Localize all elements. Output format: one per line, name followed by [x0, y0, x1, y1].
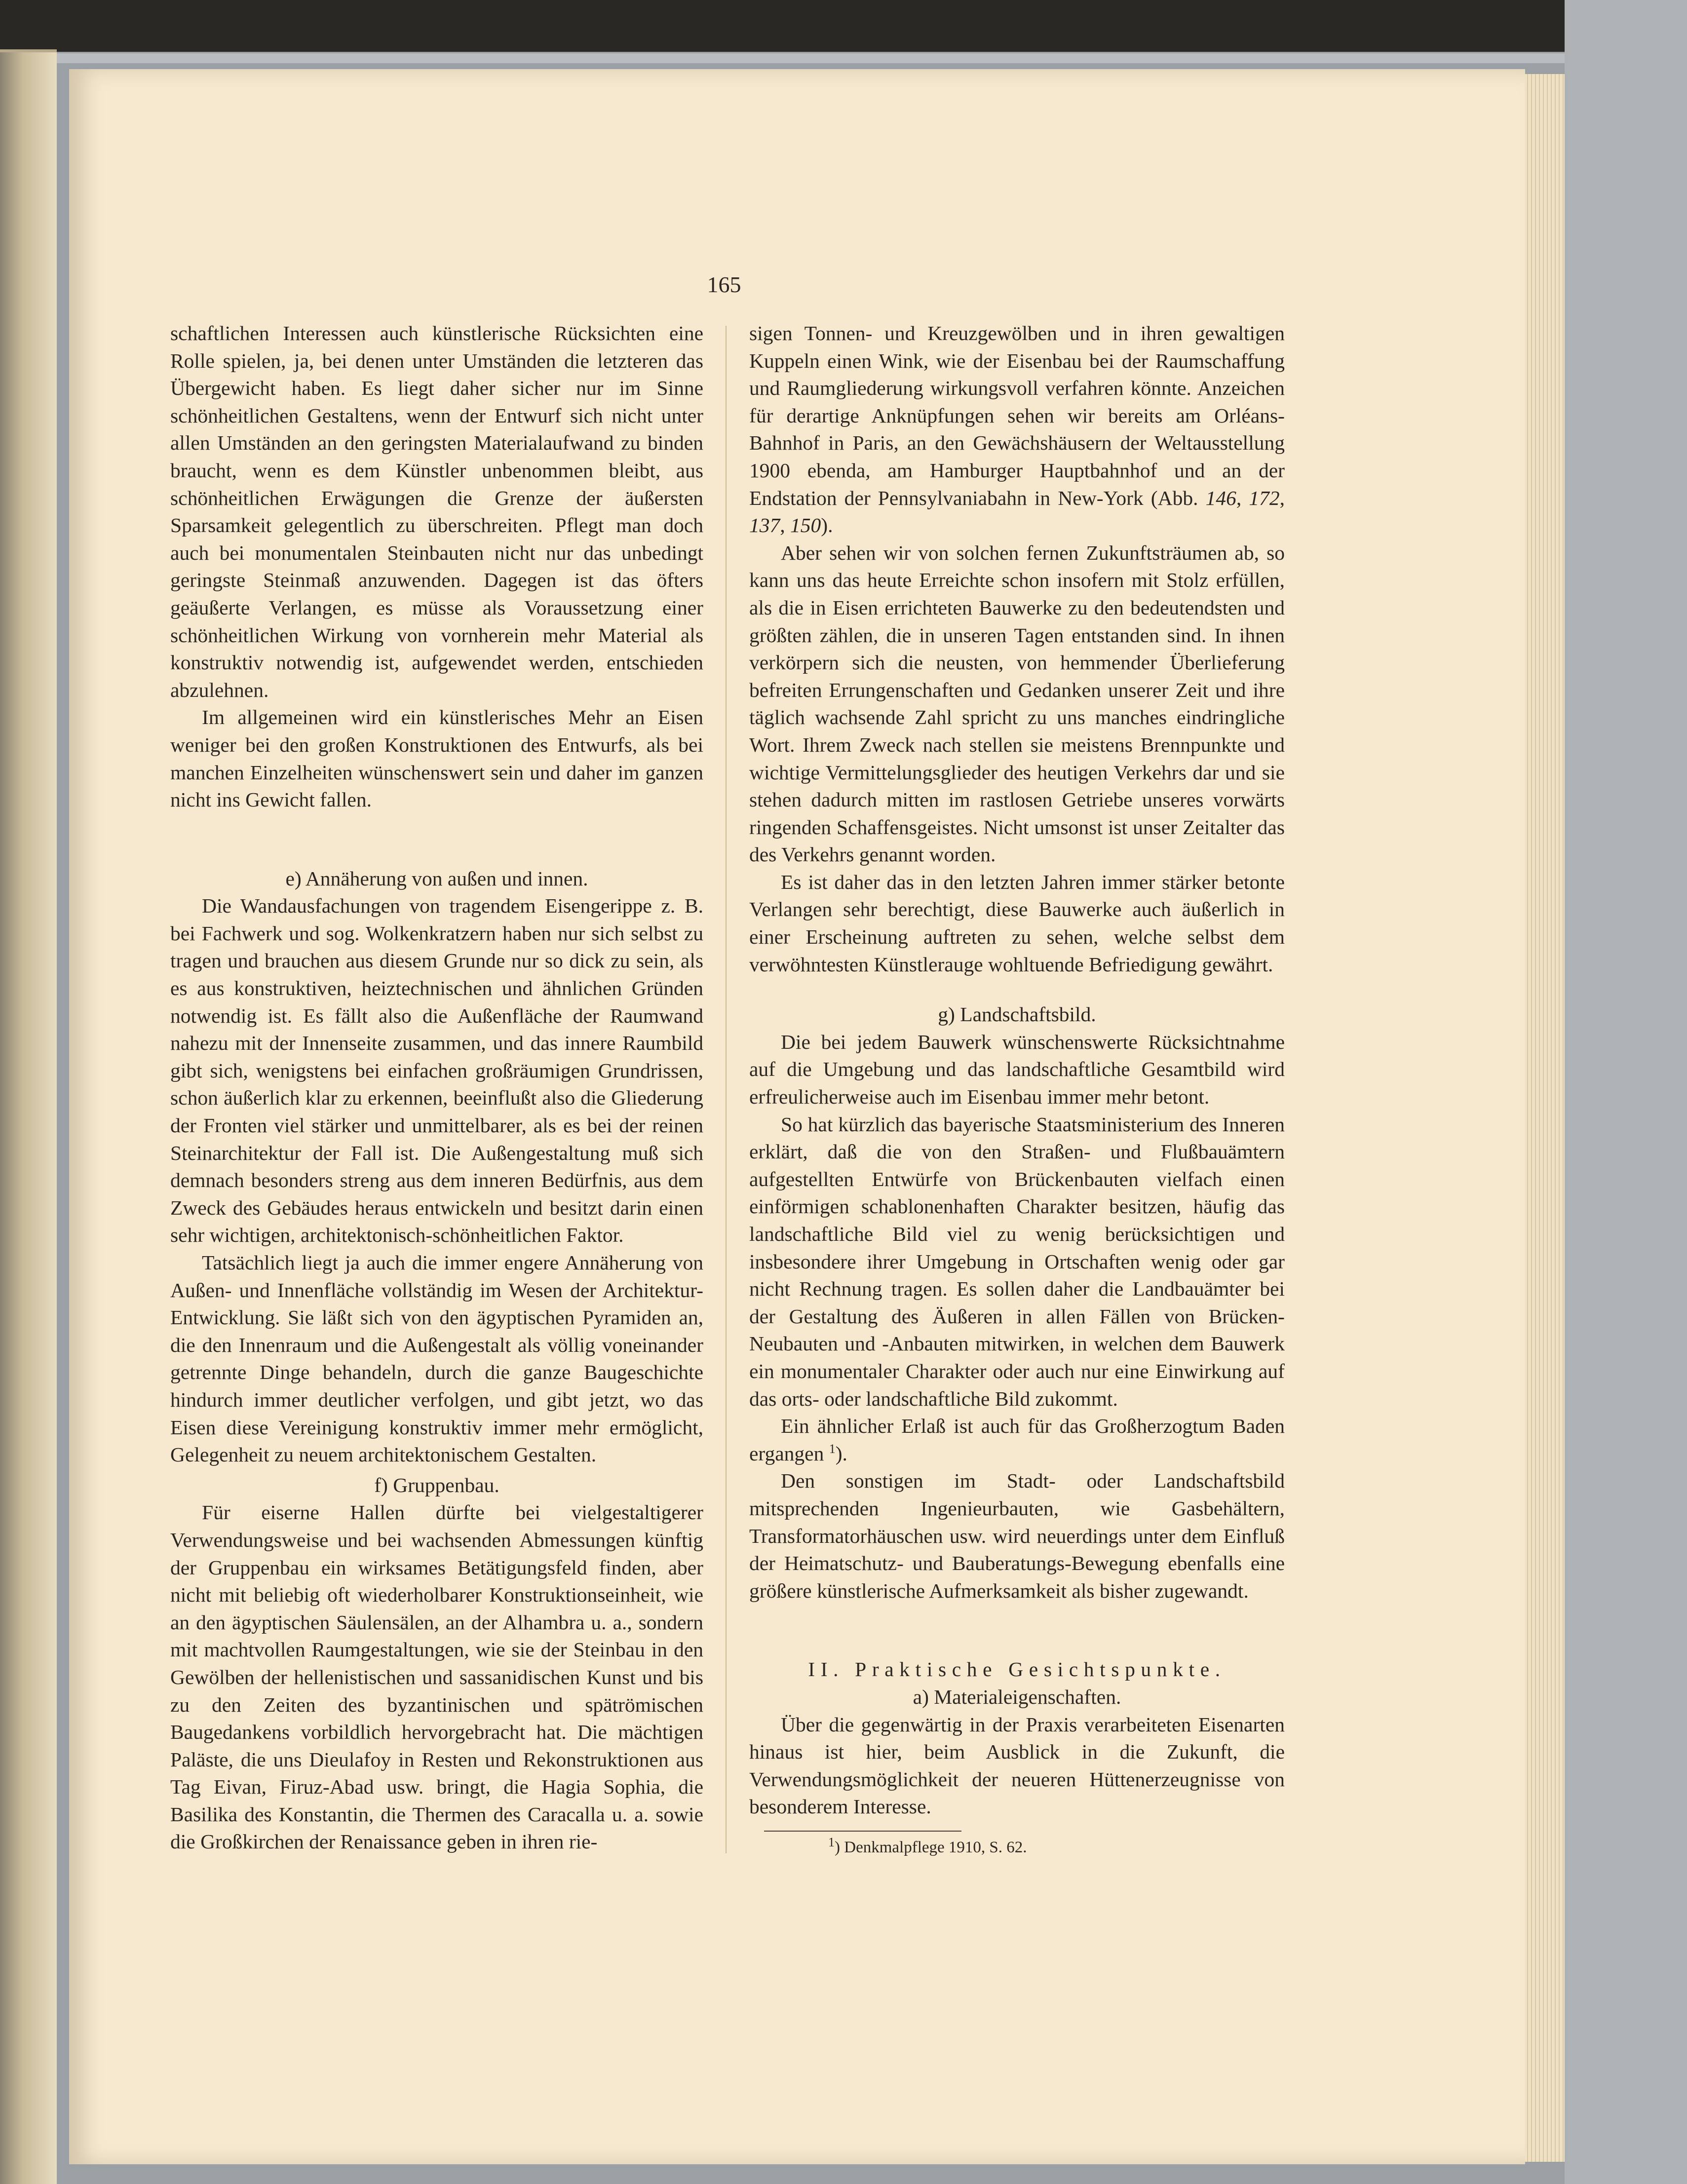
right-column [749, 320, 1285, 1858]
paragraph: Die Wandausfachungen von tragendem Eisengerippe z. B. bei Fachwerk und sog. Wolkenkratzern haben nur sich selbst zu tragen und brauchen aus diesem Grunde nur so dick zu sein, als es aus konstruktiven, heiztechnischen und ähnlichen Gründen notwendig ist. Es fällt also die Außenfläche der Raumwand nahezu mit der Innenseite zusammen, und das innere Raumbild gibt sich, wenigstens bei einfachen großräumigen Grundrissen, schon äußerlich klar zu erkennen, beeinflußt also die Gliederung der Fronten viel stärker und unmittelbarer, als es bei der reinen Steinarchitektur der Fall ist. Die Außengestaltung muß sich demnach besonders streng aus dem inneren Bedürfnis, aus dem Zweck des Gebäudes heraus entwickeln und besitzt darin einen sehr wichtigen, architektonisch-schönheitlichen Faktor. [170, 894, 703, 1247]
paragraph: Tatsächlich liegt ja auch die immer engere Annäherung von Außen- und Innenfläche vollständig im Wesen der Architektur-Entwicklung. Sie läßt sich von den ägyptischen Pyramiden an, die den Innenraum und die Außengestalt als völlig voneinander getrennte Dinge behandeln, durch die ganze Baugeschichte hindurch immer deutlicher verfolgen, und gibt jetzt, wo das Eisen diese Vereinigung konstruktiv immer mehr ermöglicht, Gelegenheit zu neuem architektonischem Gestalten. [170, 1251, 703, 1466]
section-heading-a: a) Materialeigenschaften. [913, 1685, 1121, 1708]
paragraph: sigen Tonnen- und Kreuzgewölben und in ihren gewaltigen Kuppeln einen Wink, wie der Eisenbau bei der Raumschaffung und Raumgliederung wirkungsvoll verfahren könnte. Anzeichen für derartige Anknüpfungen sehen wir bereits am Orléans-Bahnhof in Paris, an den Gewächshäusern der Weltausstellung 1900 ebenda, am Hamburger Hauptbahnhof und an der Endstation der Pennsylvaniabahn in New-York (Abb. 146, 172, 137, 150). [749, 322, 1285, 537]
paragraph: So hat kürzlich das bayerische Staatsministerium des Inneren erklärt, daß die von den Straßen- und Flußbauämtern aufgestellten Entwürfe von Brückenbauten vielfach einen einförmigen schablonenhaften Charakter besitzen, häufig das landschaftliche Bild viel zu wenig berücksichtigen und insbesondere ihrer Umgebung in Ortschaften wenig oder gar nicht Rechnung tragen. Es sollen daher die Landbauämter bei der Gestaltung des Äußeren in allen Fällen von Brücken-Neubauten und -Anbauten mitwirken, in welchen dem Bauwerk ein monumentaler Charakter oder auch nur eine Einwirkung auf das orts- oder landschaftliche Bild zukommt. [749, 1112, 1285, 1410]
section-heading-f: f) Gruppenbau. [374, 1473, 499, 1496]
page-edges [1520, 74, 1565, 2162]
figure-ref: 146 [1205, 486, 1236, 509]
figure-ref: 172 [1249, 486, 1280, 509]
paragraph: Für eiserne Hallen dürfte bei vielgestaltigerer Verwendungsweise und bei wachsenden Abmessungen künftig der Gruppenbau ein wirksames Betätigungsfeld finden, aber nicht mit beliebig oft wiederholbarer Konstruktionseinheit, wie an den ägyptischen Säulensälen, an der Alhambra u. a., sondern mit machtvollen Raumgestaltungen, wie sie der Steinbau in den Gewölben der hellenistischen und sassanidischen Kunst und bis zu den Zeiten des byzantinischen und spätrömischen Baugedankens vorbildlich hervorgebracht hat. Die mächtigen Paläste, die uns Dieulafoy in Resten und Rekonstruktionen aus Tag Eivan, Firuz-Abad usw. bringt, die Hagia Sophia, die Basilika des Konstantin, die Thermen des Caracalla u. a. sowie die Großkirchen der Renaissance geben in ihren rie- [170, 1501, 703, 1853]
previous-page-edge [0, 49, 57, 2184]
footnote: $^1$) Denkmalpflege 1910, S. 62. [828, 1835, 1027, 1856]
footnote-marker: 1 [829, 1441, 836, 1456]
chapter-heading: II. Praktische Gesichtspunkte. [808, 1658, 1226, 1681]
paragraph: schaftlichen Interessen auch künstlerische Rücksichten eine Rolle spielen, ja, bei denen unter Umständen die letzteren das Übergewicht haben. Es liegt daher sicher nur im Sinne schönheitlichen Gestaltens, wenn der Entwurf sich nicht unter allen Umständen an den geringsten Materialaufwand zu binden braucht, wenn es dem Künstler unbenommen bleibt, aus schönheitlichen Erwägungen die Grenze der äußersten Sparsamkeit gelegentlich zu überschreiten. Pflegt man doch auch bei monumentalen Steinbauten nicht nur das unbedingt geringste Steinmaß anzuwenden. Dagegen ist das öfters geäußerte Verlangen, es müsse als Voraussetzung einer schönheitlichen Wirkung von vornherein mehr Material als konstruktiv notwendig ist, aufgewendet werden, entschieden abzulehnen. [170, 322, 703, 701]
section-heading-e: e) Annäherung von außen und innen. [285, 867, 588, 890]
section-heading-g: g) Landschaftsbild. [938, 1003, 1096, 1026]
right-cover-board [1565, 0, 1687, 2184]
paragraph: Über die gegenwärtig in der Praxis verarbeiteten Eisenarten hinaus ist hier, beim Ausblick in die Zukunft, die Verwendungsmöglichkeit der neueren Hüttenerzeugnisse von besonderem Interesse. [749, 1713, 1285, 1818]
column-divider [726, 326, 727, 1853]
paragraph: Aber sehen wir von solchen fernen Zukunftsträumen ab, so kann uns das heute Erreichte schon insofern mit Stolz erfüllen, als die in Eisen errichteten Bauwerke zu den bedeutendsten und größten zählen, die in unseren Tagen entstanden sind. In ihnen verkörpern sich die neusten, von hemmender Überlieferung befreiten Errungenschaften und Gedanken unserer Zeit und ihre täglich wachsende Zahl spricht zu uns manches eindringliche Wort. Ihrem Zweck nach stellen sie meistens Brennpunkte und wichtige Vermittelungsglieder des heutigen Verkehrs dar und sie stehen dadurch mitten im rastlosen Getriebe unseres vorwärts ringenden Schaffensgeistes. Nicht umsonst ist unser Zeitalter das des Verkehrs genannt worden. [749, 541, 1285, 866]
left-column [170, 320, 703, 1856]
paragraph: Im allgemeinen wird ein künstlerisches Mehr an Eisen weniger bei den großen Konstruktionen des Entwurfs, als bei manchen Einzelheiten wünschenswert sein und daher im ganzen nicht ins Gewicht fallen. [170, 706, 703, 811]
page-number: 165 [707, 272, 741, 297]
paragraph: Es ist daher das in den letzten Jahren immer stärker betonte Verlangen sehr berechtigt, diese Bauwerke auch äußerlich in einer Erscheinung auftreten zu sehen, welche selbst dem verwöhntesten Künstlerauge wohltuende Befriedigung gewährt. [749, 870, 1285, 976]
paragraph: Ein ähnlicher Erlaß ist auch für das Großherzogtum Baden ergangen $^1$). [749, 1415, 1285, 1465]
paragraph: Den sonstigen im Stadt- oder Landschaftsbild mitsprechenden Ingenieurbauten, wie Gasbehältern, Transformatorhäuschen usw. wird neuerdings unter dem Einfluß der Heimatschutz- und Bauberatungs-Bewegung ebenfalls eine größere künstlerische Aufmerksamkeit als bisher zugewandt. [749, 1469, 1285, 1602]
figure-ref: 137 [749, 514, 780, 537]
cover-edge [57, 53, 1608, 63]
figure-ref: 150 [790, 514, 821, 537]
paragraph: Die bei jedem Bauwerk wünschenswerte Rücksichtnahme auf die Umgebung und das landschaftliche Gesamtbild wird erfreulicherweise auch im Eisenbau immer mehr betont. [749, 1030, 1285, 1109]
footnote-rule [764, 1831, 961, 1832]
